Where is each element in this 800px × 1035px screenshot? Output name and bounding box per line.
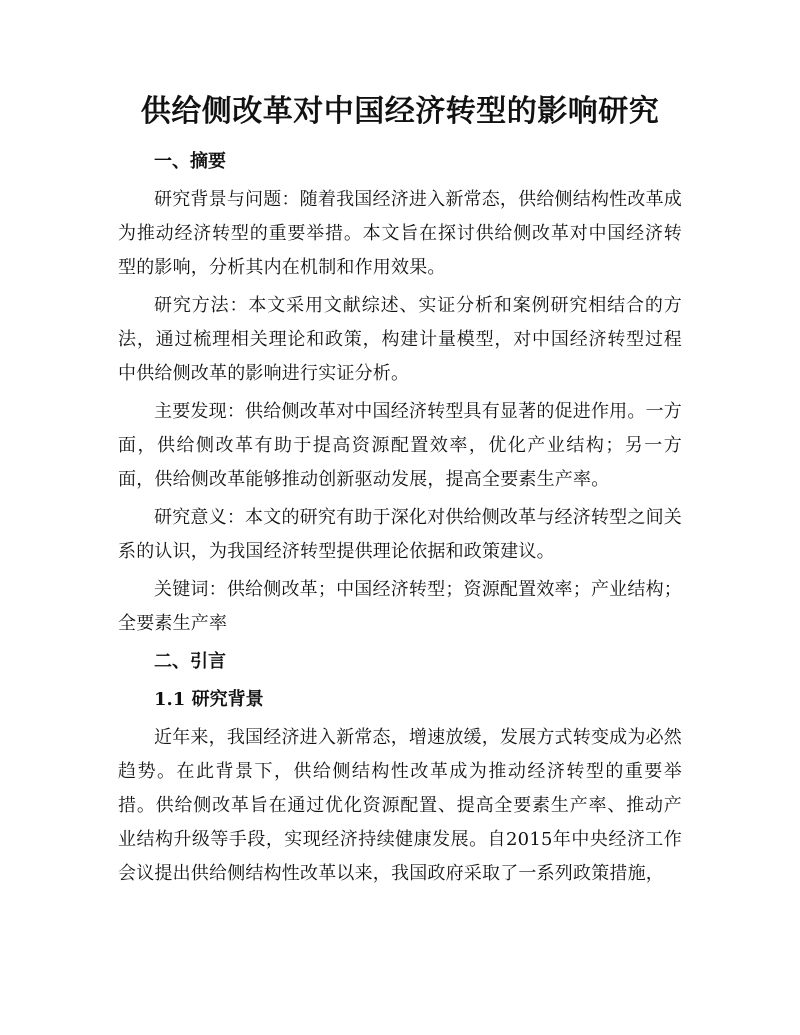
document-title: 供给侧改革对中国经济转型的影响研究 (140, 94, 660, 129)
section-heading-introduction: 二、引言 (154, 651, 226, 672)
abstract-methods-paragraph: 研究方法：本文采用文献综述、实证分析和案例研究相结合的方法，通过梳理相关理论和政策，构建计量模型，对中国经济转型过程中供给侧改革的影响进行实证分析。 (118, 295, 682, 384)
subsection-heading-research-background: 1.1 研究背景 (154, 689, 264, 710)
introduction-paragraph: 近年来，我国经济进入新常态，增速放缓，发展方式转变成为必然趋势。在此背景下，供给侧结构性改革成为推动经济转型的重要举措。供给侧改革旨在通过优化资源配置、提高全要素生产率、推动产业结构升级等手段，实现经济持续健康发展。自2015年中央经济工作会议提出供给侧结构性改革以来，我国政府采取了一系列政策措施， (118, 727, 682, 884)
section-heading-abstract: 一、摘要 (154, 151, 226, 172)
abstract-findings-paragraph: 主要发现：供给侧改革对中国经济转型具有显著的促进作用。一方面，供给侧改革有助于提高资源配置效率，优化产业结构；另一方面，供给侧改革能够推动创新驱动发展，提高全要素生产率。 (118, 401, 682, 490)
abstract-significance-paragraph: 研究意义：本文的研究有助于深化对供给侧改革与经济转型之间关系的认识，为我国经济转型提供理论依据和政策建议。 (118, 507, 682, 562)
abstract-background-paragraph: 研究背景与问题：随着我国经济进入新常态，供给侧结构性改革成为推动经济转型的重要举措。本文旨在探讨供给侧改革对中国经济转型的影响，分析其内在机制和作用效果。 (118, 189, 682, 278)
keywords-paragraph: 关键词：供给侧改革；中国经济转型；资源配置效率；产业结构；全要素生产率 (118, 579, 682, 634)
document-body (118, 145, 682, 891)
